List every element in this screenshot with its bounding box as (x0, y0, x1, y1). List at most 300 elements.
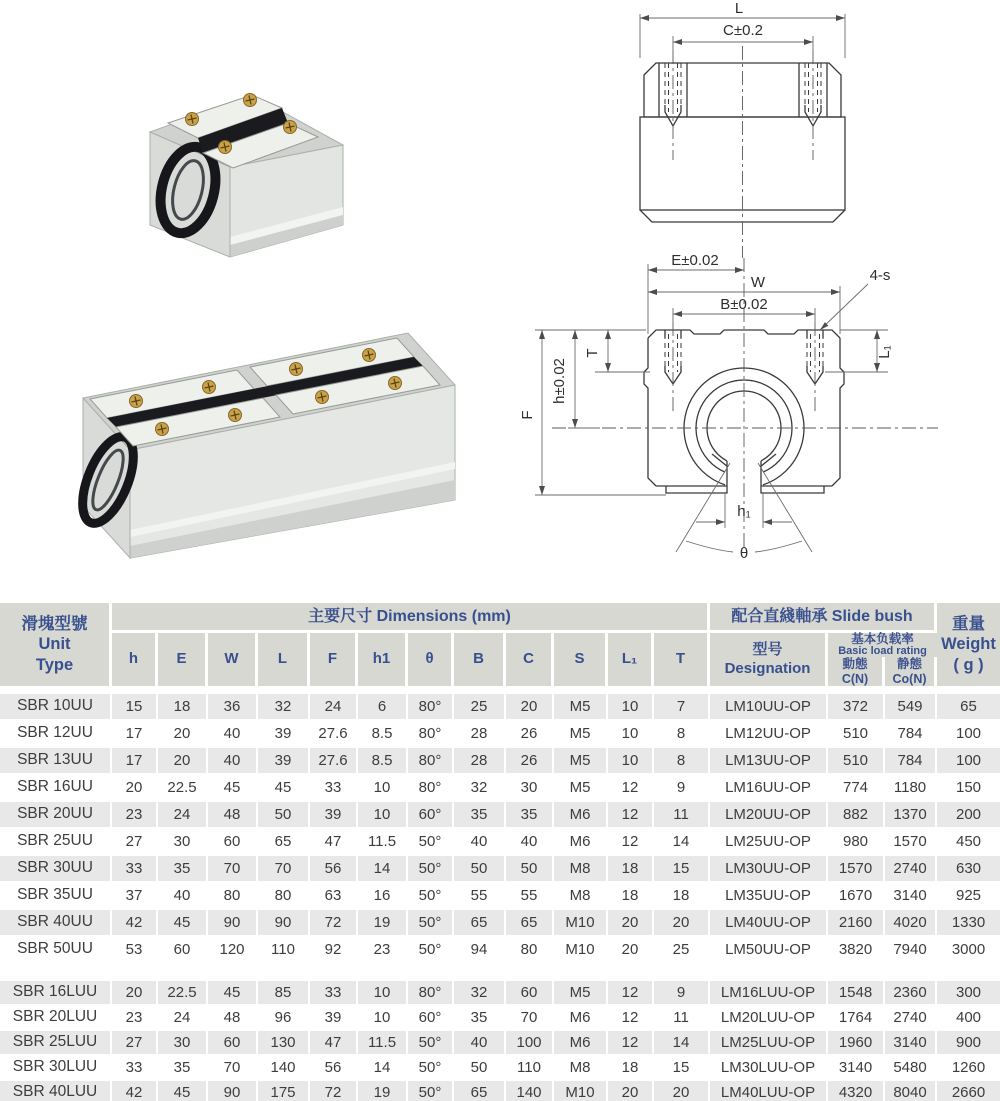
header-col-T: T (654, 633, 710, 686)
cell-value: 72 (310, 1081, 358, 1101)
header-slide-bush: 配合直綫軸承 Slide bush (710, 603, 937, 633)
header-unit-type-zh: 滑塊型號 (21, 614, 88, 633)
cell-value: 90 (258, 910, 310, 937)
cell-value: 12 (608, 802, 654, 829)
cell-value: 100 (506, 1031, 554, 1056)
cell-value: 12 (608, 775, 654, 802)
cell-value: 90 (208, 1081, 258, 1101)
header-dynamic-load (828, 657, 885, 686)
cell-value: LM20UU-OP (710, 802, 828, 829)
cell-value: M8 (554, 883, 608, 910)
header-designation-zh: 型号 (752, 640, 783, 658)
cell-value: 11.5 (358, 1031, 408, 1056)
cell-value: LM10UU-OP (710, 694, 828, 721)
header-weight-unit: ( g ) (953, 655, 984, 674)
cell-value: 47 (310, 1031, 358, 1056)
cell-value: 26 (506, 748, 554, 775)
cell-value: 50° (408, 883, 454, 910)
header-load-rating-en: Basic load rating (838, 645, 927, 658)
table-row (0, 937, 1000, 964)
cell-value: 40 (208, 721, 258, 748)
cell-value: 1764 (828, 1006, 885, 1031)
cell-value: 80° (408, 721, 454, 748)
header-col-W: W (208, 633, 258, 686)
cell-value: 60° (408, 1006, 454, 1031)
cell-value: 36 (208, 694, 258, 721)
cell-value: 20 (158, 748, 208, 775)
cell-value: 80° (408, 775, 454, 802)
header-load-rating-zh: 基本负载率 (851, 632, 914, 646)
cell-value: M10 (554, 937, 608, 964)
cell-unit-type: SBR 13UU (0, 748, 112, 775)
cell-value: 2740 (885, 856, 937, 883)
cell-value: 37 (112, 883, 158, 910)
cell-value: 28 (454, 748, 506, 775)
cell-unit-type: SBR 25LUU (0, 1031, 112, 1056)
dim-label-h: h±0.02 (551, 358, 568, 404)
cell-value: 549 (885, 694, 937, 721)
cell-value: 1370 (885, 802, 937, 829)
cell-value: 50° (408, 1056, 454, 1081)
cell-value: 39 (310, 802, 358, 829)
header-unit-type-en2: Type (35, 655, 74, 674)
header-dimensions: 主要尺寸 Dimensions (mm) (112, 603, 710, 633)
cell-unit-type: SBR 16UU (0, 775, 112, 802)
cell-value: 2160 (828, 910, 885, 937)
cell-value: 4020 (885, 910, 937, 937)
header-col-C: C (506, 633, 554, 686)
cell-value: 12 (608, 981, 654, 1006)
cell-value: 55 (506, 883, 554, 910)
cell-unit-type: SBR 50UU (0, 937, 112, 964)
cell-value: 80 (258, 883, 310, 910)
cell-value: 12 (608, 1031, 654, 1056)
cell-unit-type: SBR 16LUU (0, 981, 112, 1006)
table-body-luu (0, 981, 1000, 1101)
table-header (0, 603, 1000, 686)
header-static-zh: 静態 (897, 657, 923, 672)
cell-value: LM16LUU-OP (710, 981, 828, 1006)
cell-value: 22.5 (158, 981, 208, 1006)
header-col-S: S (554, 633, 608, 686)
header-col-L1: L₁ (608, 633, 654, 686)
header-col-h1: h1 (358, 633, 408, 686)
cell-value: 19 (358, 910, 408, 937)
cell-value: 23 (112, 1006, 158, 1031)
cell-value: LM13UU-OP (710, 748, 828, 775)
cell-unit-type: SBR 12UU (0, 721, 112, 748)
cell-value: 42 (112, 1081, 158, 1101)
header-col-E: E (158, 633, 208, 686)
cell-value: 33 (310, 775, 358, 802)
cell-unit-type: SBR 40UU (0, 910, 112, 937)
cell-value: 45 (258, 775, 310, 802)
cell-value: 50° (408, 910, 454, 937)
cell-value: 784 (885, 721, 937, 748)
cell-value: 50° (408, 1081, 454, 1101)
cell-value: 1330 (937, 910, 1000, 937)
cell-value: 42 (112, 910, 158, 937)
cell-value: 63 (310, 883, 358, 910)
cell-value: 17 (112, 748, 158, 775)
clamp-edges (659, 63, 827, 117)
cell-value: 9 (654, 775, 710, 802)
dim-label-T: T (584, 348, 601, 358)
cell-value: 32 (454, 981, 506, 1006)
cell-value: 2740 (885, 1006, 937, 1031)
cell-value: 24 (158, 802, 208, 829)
cell-value: M5 (554, 748, 608, 775)
cell-value: 65 (454, 1081, 506, 1101)
table-row (0, 910, 1000, 937)
table-row (0, 748, 1000, 775)
cell-value: 85 (258, 981, 310, 1006)
cell-value: M8 (554, 1056, 608, 1081)
cell-value: 175 (258, 1081, 310, 1101)
cell-unit-type: SBR 10UU (0, 694, 112, 721)
cell-value: M6 (554, 829, 608, 856)
cell-value: 100 (937, 748, 1000, 775)
cell-unit-type: SBR 40LUU (0, 1081, 112, 1101)
cell-value: 10 (358, 981, 408, 1006)
header-col-L: L (258, 633, 310, 686)
cell-value: 35 (454, 802, 506, 829)
cell-value: 110 (258, 937, 310, 964)
cell-value: 27 (112, 1031, 158, 1056)
cell-value: 33 (112, 856, 158, 883)
cell-value: 14 (358, 856, 408, 883)
cell-value: 24 (158, 1006, 208, 1031)
header-load-rating (828, 633, 937, 657)
cell-value: 150 (937, 775, 1000, 802)
cell-value: 12 (608, 829, 654, 856)
dim-label-L1: L₁ (876, 345, 893, 359)
header-weight-zh: 重量 (952, 614, 986, 633)
cell-value: 80° (408, 694, 454, 721)
cell-value: 24 (310, 694, 358, 721)
cell-value: 450 (937, 829, 1000, 856)
cell-value: 10 (608, 721, 654, 748)
cell-value: 774 (828, 775, 885, 802)
cell-value: 20 (112, 981, 158, 1006)
header-weight-en: Weight (941, 635, 996, 654)
cell-value: 35 (158, 856, 208, 883)
cell-value: 40 (454, 1031, 506, 1056)
cell-value: 8 (654, 748, 710, 775)
cell-value: 45 (208, 981, 258, 1006)
dim-label-L: L (734, 0, 744, 17)
cell-value: 3140 (828, 1056, 885, 1081)
cell-value: 18 (654, 883, 710, 910)
cell-value: 1260 (937, 1056, 1000, 1081)
cell-value: 40 (506, 829, 554, 856)
cell-value: 22.5 (158, 775, 208, 802)
dim-label-F: F (519, 410, 536, 420)
table-row (0, 775, 1000, 802)
cell-value: 630 (937, 856, 1000, 883)
cell-value: M10 (554, 910, 608, 937)
cell-value: 9 (654, 981, 710, 1006)
drawing-front-section-view (490, 250, 1000, 595)
cell-value: 60 (208, 1031, 258, 1056)
cell-value: LM16UU-OP (710, 775, 828, 802)
cell-value: 56 (310, 856, 358, 883)
cell-value: 14 (654, 829, 710, 856)
cell-value: 45 (158, 1081, 208, 1101)
cell-value: LM20LUU-OP (710, 1006, 828, 1031)
cell-value: 20 (112, 775, 158, 802)
cell-value: 300 (937, 981, 1000, 1006)
cell-value: 1960 (828, 1031, 885, 1056)
cell-value: 140 (258, 1056, 310, 1081)
header-dynamic-unit: C(N) (841, 671, 869, 686)
cell-value: 33 (112, 1056, 158, 1081)
cell-value: 8040 (885, 1081, 937, 1101)
cell-value: 26 (506, 721, 554, 748)
cell-value: 510 (828, 748, 885, 775)
table-row (0, 1006, 1000, 1031)
cell-value: 45 (208, 775, 258, 802)
cell-value: 1570 (885, 829, 937, 856)
header-designation (710, 633, 828, 686)
cell-value: 10 (358, 802, 408, 829)
cell-value: 784 (885, 748, 937, 775)
cell-unit-type: SBR 35UU (0, 883, 112, 910)
cell-value: 48 (208, 1006, 258, 1031)
cell-value: 92 (310, 937, 358, 964)
product-photo-short-block (115, 55, 365, 305)
cell-value: 28 (454, 721, 506, 748)
cell-value: 94 (454, 937, 506, 964)
cell-value: M5 (554, 981, 608, 1006)
cell-value: 372 (828, 694, 885, 721)
cell-value: 3820 (828, 937, 885, 964)
header-unit-type-en1: Unit (38, 635, 71, 654)
cell-value: 900 (937, 1031, 1000, 1056)
cell-value: 14 (358, 1056, 408, 1081)
header-col-h: h (112, 633, 158, 686)
cell-value: 50 (258, 802, 310, 829)
table-row (0, 1056, 1000, 1081)
cell-value: M6 (554, 1031, 608, 1056)
spec-table (0, 603, 1000, 1101)
cell-value: 1180 (885, 775, 937, 802)
cell-value: 33 (310, 981, 358, 1006)
cell-value: 11 (654, 1006, 710, 1031)
cell-value: 48 (208, 802, 258, 829)
cell-value: 17 (112, 721, 158, 748)
table-body-uu (0, 694, 1000, 964)
cell-value: 8 (654, 721, 710, 748)
cell-value: 60 (158, 937, 208, 964)
cell-value: 2660 (937, 1081, 1000, 1101)
cell-value: 11 (654, 802, 710, 829)
cell-value: 39 (258, 721, 310, 748)
cell-value: 30 (158, 1031, 208, 1056)
cell-value: M5 (554, 721, 608, 748)
cell-value: 7940 (885, 937, 937, 964)
cell-value: 96 (258, 1006, 310, 1031)
header-static-load (885, 657, 937, 686)
cell-value: 14 (654, 1031, 710, 1056)
cell-value: 100 (937, 721, 1000, 748)
cell-value: 20 (608, 910, 654, 937)
cell-value: LM50UU-OP (710, 937, 828, 964)
dim-label-C: C±0.2 (723, 22, 763, 39)
cell-value: M5 (554, 694, 608, 721)
cell-value: 35 (158, 1056, 208, 1081)
cell-value: 20 (654, 910, 710, 937)
header-dynamic-zh: 動態 (842, 657, 868, 672)
cell-value: M6 (554, 802, 608, 829)
dim-label-4s: 4-s (869, 267, 891, 284)
cell-value: 15 (112, 694, 158, 721)
cell-value: LM40LUU-OP (710, 1081, 828, 1101)
cell-value: 39 (310, 1006, 358, 1031)
cell-value: 65 (258, 829, 310, 856)
cell-value: 6 (358, 694, 408, 721)
cell-value: 70 (506, 1006, 554, 1031)
cell-value: LM25LUU-OP (710, 1031, 828, 1056)
cell-value: 45 (158, 910, 208, 937)
cell-value: LM35UU-OP (710, 883, 828, 910)
cell-value: 25 (654, 937, 710, 964)
header-col-B: B (454, 633, 506, 686)
header-col-F: F (310, 633, 358, 686)
cell-value: 15 (654, 1056, 710, 1081)
cell-value: 40 (208, 748, 258, 775)
header-weight (937, 603, 1000, 686)
cell-value: 20 (506, 694, 554, 721)
cell-value: 32 (258, 694, 310, 721)
table-row (0, 802, 1000, 829)
cell-value: 30 (506, 775, 554, 802)
cell-value: 27.6 (310, 748, 358, 775)
cell-value: 56 (310, 1056, 358, 1081)
cell-value: 200 (937, 802, 1000, 829)
cell-value: 3000 (937, 937, 1000, 964)
table-row (0, 981, 1000, 1006)
cell-value: 400 (937, 1006, 1000, 1031)
cell-value: 80 (208, 883, 258, 910)
cell-value: 60 (506, 981, 554, 1006)
cell-value: 80° (408, 748, 454, 775)
cell-value: M5 (554, 775, 608, 802)
cell-value: 39 (258, 748, 310, 775)
cell-value: 70 (208, 1056, 258, 1081)
cell-value: 50 (506, 856, 554, 883)
cell-value: 80 (506, 937, 554, 964)
cell-value: 60 (208, 829, 258, 856)
cell-value: LM12UU-OP (710, 721, 828, 748)
cell-value: 50° (408, 829, 454, 856)
cell-value: 25 (454, 694, 506, 721)
cell-value: 65 (937, 694, 1000, 721)
dim-label-W: W (750, 274, 766, 291)
cell-value: 18 (608, 856, 654, 883)
cell-value: 16 (358, 883, 408, 910)
table-row (0, 721, 1000, 748)
cell-value: 120 (208, 937, 258, 964)
cell-value: 55 (454, 883, 506, 910)
cell-value: 27 (112, 829, 158, 856)
cell-unit-type: SBR 30UU (0, 856, 112, 883)
cell-unit-type: SBR 25UU (0, 829, 112, 856)
cell-value: 50° (408, 937, 454, 964)
cell-value: 50 (454, 856, 506, 883)
cell-value: 8.5 (358, 748, 408, 775)
cell-value: 510 (828, 721, 885, 748)
cell-value: 23 (112, 802, 158, 829)
cell-value: 2360 (885, 981, 937, 1006)
cell-value: 3140 (885, 883, 937, 910)
cell-value: 18 (158, 694, 208, 721)
product-photo-long-block (30, 290, 490, 580)
cell-value: 8.5 (358, 721, 408, 748)
cell-value: 65 (506, 910, 554, 937)
cell-value: LM30UU-OP (710, 856, 828, 883)
cell-value: 130 (258, 1031, 310, 1056)
cell-value: 50 (454, 1056, 506, 1081)
cell-value: 23 (358, 937, 408, 964)
cell-value: 19 (358, 1081, 408, 1101)
cell-value: M6 (554, 1006, 608, 1031)
table-row (0, 1031, 1000, 1056)
cell-value: 90 (208, 910, 258, 937)
cell-value: M8 (554, 856, 608, 883)
block-right-side (832, 338, 844, 486)
cell-value: 882 (828, 802, 885, 829)
table-row (0, 883, 1000, 910)
dim-label-B: B±0.02 (720, 296, 768, 313)
header-designation-en: Designation (724, 660, 811, 678)
cell-value: 27.6 (310, 721, 358, 748)
cell-unit-type: SBR 20UU (0, 802, 112, 829)
drawing-side-view (555, 0, 1000, 265)
dim-label-theta: θ (739, 545, 749, 562)
cell-value: 10 (358, 1006, 408, 1031)
cell-value: 10 (358, 775, 408, 802)
section-gap (0, 964, 1000, 981)
cell-value: 110 (506, 1056, 554, 1081)
cell-value: 47 (310, 829, 358, 856)
cell-value: 18 (608, 1056, 654, 1081)
cell-value: 30 (158, 829, 208, 856)
cell-value: 50° (408, 1031, 454, 1056)
cell-value: 3140 (885, 1031, 937, 1056)
cell-value: 140 (506, 1081, 554, 1101)
cell-value: 20 (608, 937, 654, 964)
cell-value: 40 (454, 829, 506, 856)
table-row (0, 694, 1000, 721)
block-left-side (644, 338, 656, 486)
table-row (0, 856, 1000, 883)
cell-value: 80° (408, 981, 454, 1006)
cell-value: 4320 (828, 1081, 885, 1101)
cell-value: 980 (828, 829, 885, 856)
cell-value: LM40UU-OP (710, 910, 828, 937)
table-row (0, 829, 1000, 856)
cell-value: 35 (454, 1006, 506, 1031)
cell-value: 5480 (885, 1056, 937, 1081)
cell-value: 72 (310, 910, 358, 937)
cell-value: LM30LUU-OP (710, 1056, 828, 1081)
cell-unit-type: SBR 20LUU (0, 1006, 112, 1031)
table-row (0, 1081, 1000, 1101)
cell-value: M10 (554, 1081, 608, 1101)
cell-value: 1670 (828, 883, 885, 910)
cell-value: 65 (454, 910, 506, 937)
